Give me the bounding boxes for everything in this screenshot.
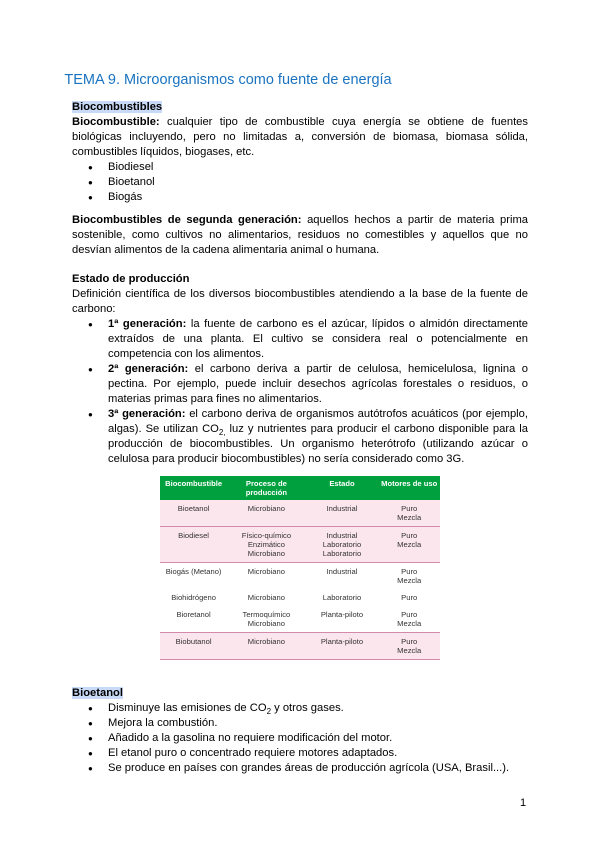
- list-item: [72, 362, 528, 407]
- table-cell: Bioretanol: [160, 606, 227, 633]
- table-cell: Bioetanol: [160, 500, 227, 527]
- table-cell: Puro Mezcla: [378, 500, 440, 527]
- table-row: [160, 606, 440, 633]
- section-heading-biocombustibles: Biocombustibles: [72, 101, 163, 113]
- table-cell: Industrial Laboratorio Laboratorio: [306, 527, 379, 563]
- gen3-text-a: el carbono deriva de organismos autótrofos acuáticos (por ejemplo, algas). Se utilizan CO: [108, 408, 528, 435]
- list-item: [72, 407, 528, 467]
- bioetanol-list: [72, 701, 528, 776]
- gen1-text: la fuente de carbono es el azúcar, lípidos o almidón directamente extraídos de una planta. El cultivo se considera real o potencialmente en competencia con los alimentos.: [108, 318, 528, 360]
- gen3-term: 3ª generación:: [108, 408, 186, 420]
- table-cell: Industrial: [306, 563, 379, 590]
- table-cell: Planta-piloto: [306, 633, 379, 660]
- list-item: ● Mejora la combustión.: [72, 716, 528, 731]
- table-cell: Industrial: [306, 500, 379, 527]
- list-item: ● Biodiesel: [72, 160, 528, 175]
- table-cell: Biodiesel: [160, 527, 227, 563]
- table-row: [160, 633, 440, 660]
- table-cell: Microbiano: [227, 500, 305, 527]
- table-cell: Puro Mezcla: [378, 527, 440, 563]
- table-header-row: [160, 476, 440, 500]
- page-title: TEMA 9. Microorganismos como fuente de energía: [64, 72, 392, 88]
- table-cell: Biobutanol: [160, 633, 227, 660]
- table-cell: Puro Mezcla: [378, 633, 440, 660]
- table-cell: Planta-piloto: [306, 606, 379, 633]
- section-heading-bioetanol: Bioetanol: [72, 687, 123, 699]
- column-header: Proceso de producción: [227, 476, 305, 500]
- column-header: Biocombustible: [160, 476, 227, 500]
- table-cell: Biohidrógeno: [160, 589, 227, 606]
- column-header: Motores de uso: [378, 476, 440, 500]
- list-item: ● El etanol puro o concentrado requiere motores adaptados.: [72, 746, 528, 761]
- list-item: ● Se produce en países con grandes áreas de producción agrícola (USA, Brasil...).: [72, 761, 528, 776]
- co2-subscript: 2: [266, 707, 272, 717]
- segunda-term: Biocombustibles de segunda generación:: [72, 214, 302, 226]
- gen2-term: 2ª generación:: [108, 363, 189, 375]
- definition-term: Biocombustible:: [72, 116, 160, 128]
- segunda-text: aquellos hechos a partir de materia prima sostenible, como cultivos no alimentarios, residuos no comestibles y aquellos que no desvían alimentos de la cadena alimentaria animal o humana.: [72, 214, 528, 256]
- definition-text: cualquier tipo de combustible cuya energía se obtiene de fuentes biológicas incluyendo, pero no limitadas a, conversión de biomasa, biomasa sólida, combustibles líquidos, biogases, etc.: [72, 116, 528, 158]
- biocombustibles-section: [72, 100, 528, 205]
- list-item: ● Biogás: [72, 190, 528, 205]
- gen3-subscript: 2,: [218, 428, 226, 438]
- table-cell: Microbiano: [227, 633, 305, 660]
- estado-intro: Definición científica de los diversos biocombustibles atendiendo a la base de la fuente de carbono:: [72, 288, 528, 315]
- table-cell: Puro: [378, 589, 440, 606]
- gen3-text-b: luz y nutrientes para producir el carbono disponible para la producción de biocombustibles. Un organismo heterótrofo (utilizando azúcar o celulosa para producir biocombustibles) no sería considerado como 3G.: [108, 423, 528, 465]
- table-cell: Microbiano: [227, 563, 305, 590]
- list-item: ● Bioetanol: [72, 175, 528, 190]
- estado-section: [72, 272, 528, 467]
- co2-text-a: Disminuye las emisiones de CO: [108, 702, 267, 714]
- list-item: [72, 317, 528, 362]
- table-cell: Microbiano: [227, 589, 305, 606]
- biocombustible-definition: [72, 115, 528, 160]
- table-row: [160, 527, 440, 563]
- list-item: [72, 701, 528, 716]
- segunda-generacion-paragraph: [72, 213, 528, 258]
- gen1-term: 1ª generación:: [108, 318, 187, 330]
- generations-list: [72, 317, 528, 467]
- table-cell: Puro Mezcla: [378, 563, 440, 590]
- table-cell: Termoquímico Microbiano: [227, 606, 305, 633]
- biocombustible-types-list: [72, 160, 528, 205]
- table-cell: Biogás (Metano): [160, 563, 227, 590]
- table-cell: Puro Mezcla: [378, 606, 440, 633]
- table-row: [160, 500, 440, 527]
- list-item: ● Añadido a la gasolina no requiere modificación del motor.: [72, 731, 528, 746]
- page-number: 1: [520, 797, 527, 809]
- biocombustibles-table: [160, 476, 440, 660]
- column-header: Estado: [306, 476, 379, 500]
- table-row: [160, 589, 440, 606]
- table-cell: Laboratorio: [306, 589, 379, 606]
- gen2-text: el carbono deriva a partir de celulosa, hemicelulosa, lignina o pectina. Por ejemplo, puede incluir desechos agrícolas forestales o residuos, o materias primas para fines no alimentarios.: [108, 363, 528, 405]
- section-heading-estado: Estado de producción: [72, 273, 190, 285]
- co2-text-b: y otros gases.: [271, 702, 344, 714]
- bioetanol-section: [72, 686, 528, 776]
- table-cell: Físico-químico Enzimático Microbiano: [227, 527, 305, 563]
- table-row: [160, 563, 440, 590]
